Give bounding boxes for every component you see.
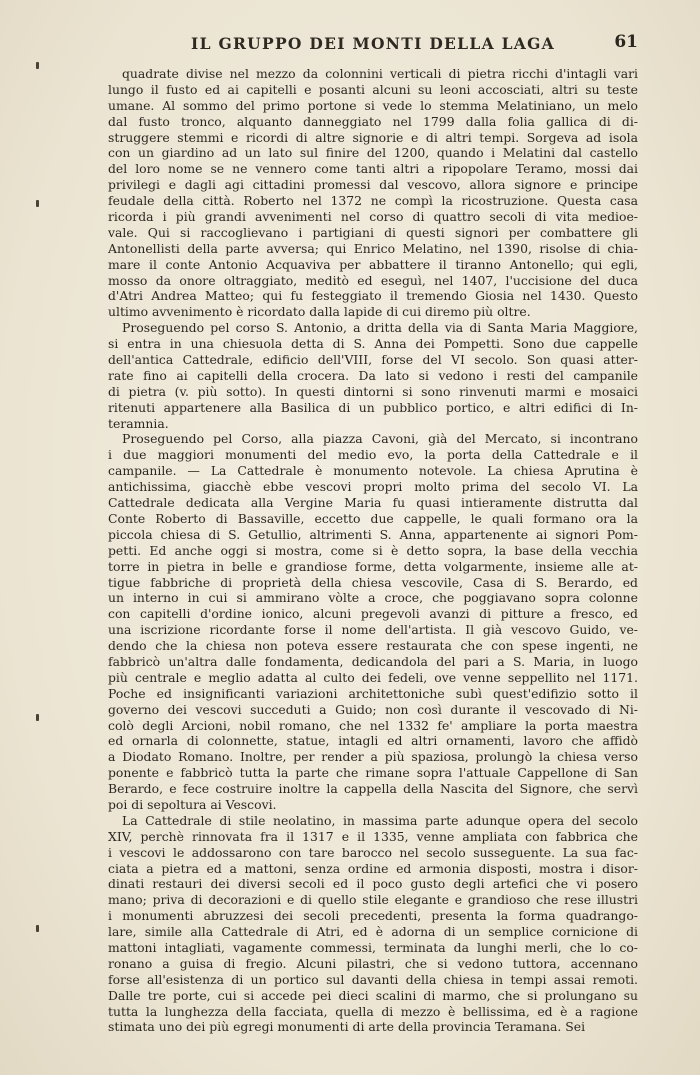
text-line: Proseguendo pel Corso, alla piazza Cavoni, già del Mercato, si incontrano: [122, 431, 638, 447]
text-line: vale. Qui si raccoglievano i partigiani di questi signori per combattere gli: [108, 224, 638, 240]
page-header: [108, 30, 638, 56]
text-line: una iscrizione ricordante forse il nome dell'artista. Il già vescovo Guido, ve-: [108, 622, 638, 638]
text-line: dell'antica Cattedrale, edificio dell'VIII, forse del VI secolo. Son quasi atter-: [108, 352, 638, 368]
text-line: dendo che la chiesa non poteva essere restaurata che con spese ingenti, ne: [108, 638, 638, 654]
text-line: ricorda i più grandi avvenimenti nel corso di quattro secoli di vita medioe-: [108, 209, 638, 225]
text-line: ronano a guisa di fregio. Alcuni pilastri, che si vedono tuttora, accennano: [108, 955, 638, 971]
text-line: Proseguendo pel corso S. Antonio, a dritta della via di Santa Maria Maggiore,: [122, 320, 638, 336]
text-line: torre in pietra in belle e grandiose forme, detta volgarmente, insieme alle at-: [108, 558, 638, 574]
text-line: ciata a pietra ed a mattoni, senza ordine ed armonia disposti, mostra i disor-: [108, 860, 638, 876]
text-line: con un giardino ad un lato sul finire del 1200, quando i Melatini dal castello: [108, 145, 638, 161]
text-line: forse all'esistenza di un portico sul davanti della chiesa in tempi assai remoti.: [108, 971, 638, 987]
text-line: poi di sepoltura ai Vescovi.: [108, 796, 277, 812]
margin-mark: [36, 62, 39, 69]
text-line: lungo il fusto ed ai capitelli e posanti alcuni su leoni accosciati, altri su teste: [108, 81, 638, 97]
text-line: petti. Ed anche oggi si mostra, come si è detto sopra, la base della vecchia: [108, 542, 638, 558]
text-line: ritenuti appartenere alla Basilica di un pubblico portico, e altri edifici di In-: [108, 399, 638, 415]
text-line: mano; priva di decorazioni e di quello stile elegante e grandioso che rese illustri: [108, 892, 638, 908]
text-line: quadrate divise nel mezzo da colonnini verticali di pietra ricchi d'intagli vari: [122, 66, 638, 81]
text-line: mare il conte Antonio Acquaviva per abbattere il tiranno Antonello; qui egli,: [108, 256, 638, 272]
text-line: feudale della città. Roberto nel 1372 ne compì la ricostruzione. Questa casa: [108, 193, 638, 209]
paragraph: [108, 431, 638, 812]
margin-mark: [36, 200, 39, 207]
text-line: antichissima, giacchè ebbe vescovi propri molto prima del secolo VI. La: [108, 479, 638, 495]
text-line: campanile. — La Cattedrale è monumento notevole. La chiesa Aprutina è: [108, 463, 638, 479]
text-line: teramnia.: [108, 415, 169, 431]
paragraph: [108, 813, 638, 1035]
running-title: IL GRUPPO DEI MONTI DELLA LAGA: [191, 34, 555, 53]
text-line: Antonellisti della parte avversa; qui Enrico Melatino, nel 1390, risolse di chia-: [108, 240, 638, 256]
text-line: ed ornarla di colonnette, statue, intagli ed altri ornamenti, lavoro che affidò: [108, 733, 638, 749]
text-line: ponente e fabbricò tutta la parte che rimane sopra l'attuale Cappellone di San: [108, 765, 638, 781]
text-line: i due maggiori monumenti del medio evo, la porta della Cattedrale e il: [108, 447, 638, 463]
text-line: Conte Roberto di Bassaville, eccetto due cappelle, le quali formano ora la: [108, 510, 638, 526]
text-line: privilegi e dagli agi cittadini promessi dal vescovo, allora signore e principe: [108, 177, 638, 193]
text-line: XIV, perchè rinnovata fra il 1317 e il 1335, venne ampliata con fabbrica che: [108, 828, 638, 844]
margin-mark: [36, 925, 39, 932]
text-line: tutta la lunghezza della facciata, quella di mezzo è bellissima, ed è a ragione: [108, 1003, 638, 1019]
page-number: 61: [614, 32, 638, 52]
text-line: si entra in una chiesuola detta di S. Anna dei Pompetti. Sono due cappelle: [108, 336, 638, 352]
text-line: Cattedrale dedicata alla Vergine Maria fu quasi intieramente distrutta dal: [108, 495, 638, 511]
text-line: i monumenti abruzzesi dei secoli precedenti, presenta la forma quadrango-: [108, 908, 638, 924]
text-line: Dalle tre porte, cui si accede pei dieci scalini di marmo, che si prolungano su: [108, 987, 638, 1003]
text-line: del loro nome se ne vennero come tanti altri a ripopolare Teramo, mossi dai: [108, 161, 638, 177]
margin-mark: [36, 714, 39, 721]
text-line: un interno in cui si ammirano vòlte a croce, che poggiavano sopra colonne: [108, 590, 638, 606]
text-line: rate fino ai capitelli della crocera. Da lato si vedono i resti del campanile: [108, 367, 638, 383]
text-line: d'Atri Andrea Matteo; qui fu festeggiato il tremendo Giosia nel 1430. Questo: [108, 288, 638, 304]
text-line: dal fusto tronco, alquanto danneggiato nel 1799 dalla folia gallica di di-: [108, 113, 638, 129]
text-line: La Cattedrale di stile neolatino, in massima parte adunque opera del secolo: [122, 812, 638, 828]
text-line: stimata uno dei più egregi monumenti di arte della provincia Teramana. Sei: [108, 1019, 586, 1035]
text-line: tigue fabbriche di proprietà della chiesa vescovile, Casa di S. Berardo, ed: [108, 574, 638, 590]
paragraph: [108, 66, 638, 320]
text-line: piccola chiesa di S. Getullio, altrimenti S. Anna, appartenente ai signori Pom-: [108, 526, 638, 542]
body-text: [108, 66, 638, 1066]
text-line: i vescovi le addossarono con tare barocco nel secolo susseguente. La sua fac-: [108, 844, 638, 860]
text-line: di pietra (v. più sotto). In questi dintorni si sono rinvenuti marmi e mosaici: [108, 383, 638, 399]
text-line: struggere stemmi e ricordi di altre signorie e di altri tempi. Sorgeva ad isola: [108, 129, 638, 145]
text-line: lare, simile alla Cattedrale di Atri, ed è adorna di un semplice cornicione di: [108, 924, 638, 940]
text-line: con capitelli d'ordine ionico, alcuni pregevoli avanzi di pitture a fresco, ed: [108, 606, 638, 622]
text-line: colò degli Arcioni, nobil romano, che nel 1332 fe' ampliare la porta maestra: [108, 717, 638, 733]
text-line: governo dei vescovi succeduti a Guido; non così durante il vescovado di Ni-: [108, 701, 638, 717]
text-line: più centrale e meglio adatta al culto dei fedeli, ove venne seppellito nel 1171.: [108, 669, 638, 685]
text-line: Berardo, e fece costruire inoltre la cappella della Nascita del Signore, che servì: [108, 781, 638, 797]
text-line: fabbricò un'altra dalle fondamenta, dedicandola del pari a S. Maria, in luogo: [108, 653, 638, 669]
text-line: ultimo avvenimento è ricordato dalla lapide di cui diremo più oltre.: [108, 304, 531, 320]
text-line: dinati restauri dei diversi secoli ed il poco gusto degli artefici che vi posero: [108, 876, 638, 892]
text-line: mattoni intagliati, vagamente commessi, terminata da lunghi merli, che lo co-: [108, 939, 638, 955]
text-line: mosso da onore oltraggiato, meditò ed eseguì, nel 1407, l'uccisione del duca: [108, 272, 638, 288]
text-line: Poche ed insignificanti variazioni architettoniche subì quest'edifizio sotto il: [108, 685, 638, 701]
text-line: umane. Al sommo del primo portone si vede lo stemma Melatiniano, un melo: [108, 97, 638, 113]
text-line: a Diodato Romano. Inoltre, per render a più spaziosa, prolungò la chiesa verso: [108, 749, 638, 765]
paragraph: [108, 320, 638, 431]
